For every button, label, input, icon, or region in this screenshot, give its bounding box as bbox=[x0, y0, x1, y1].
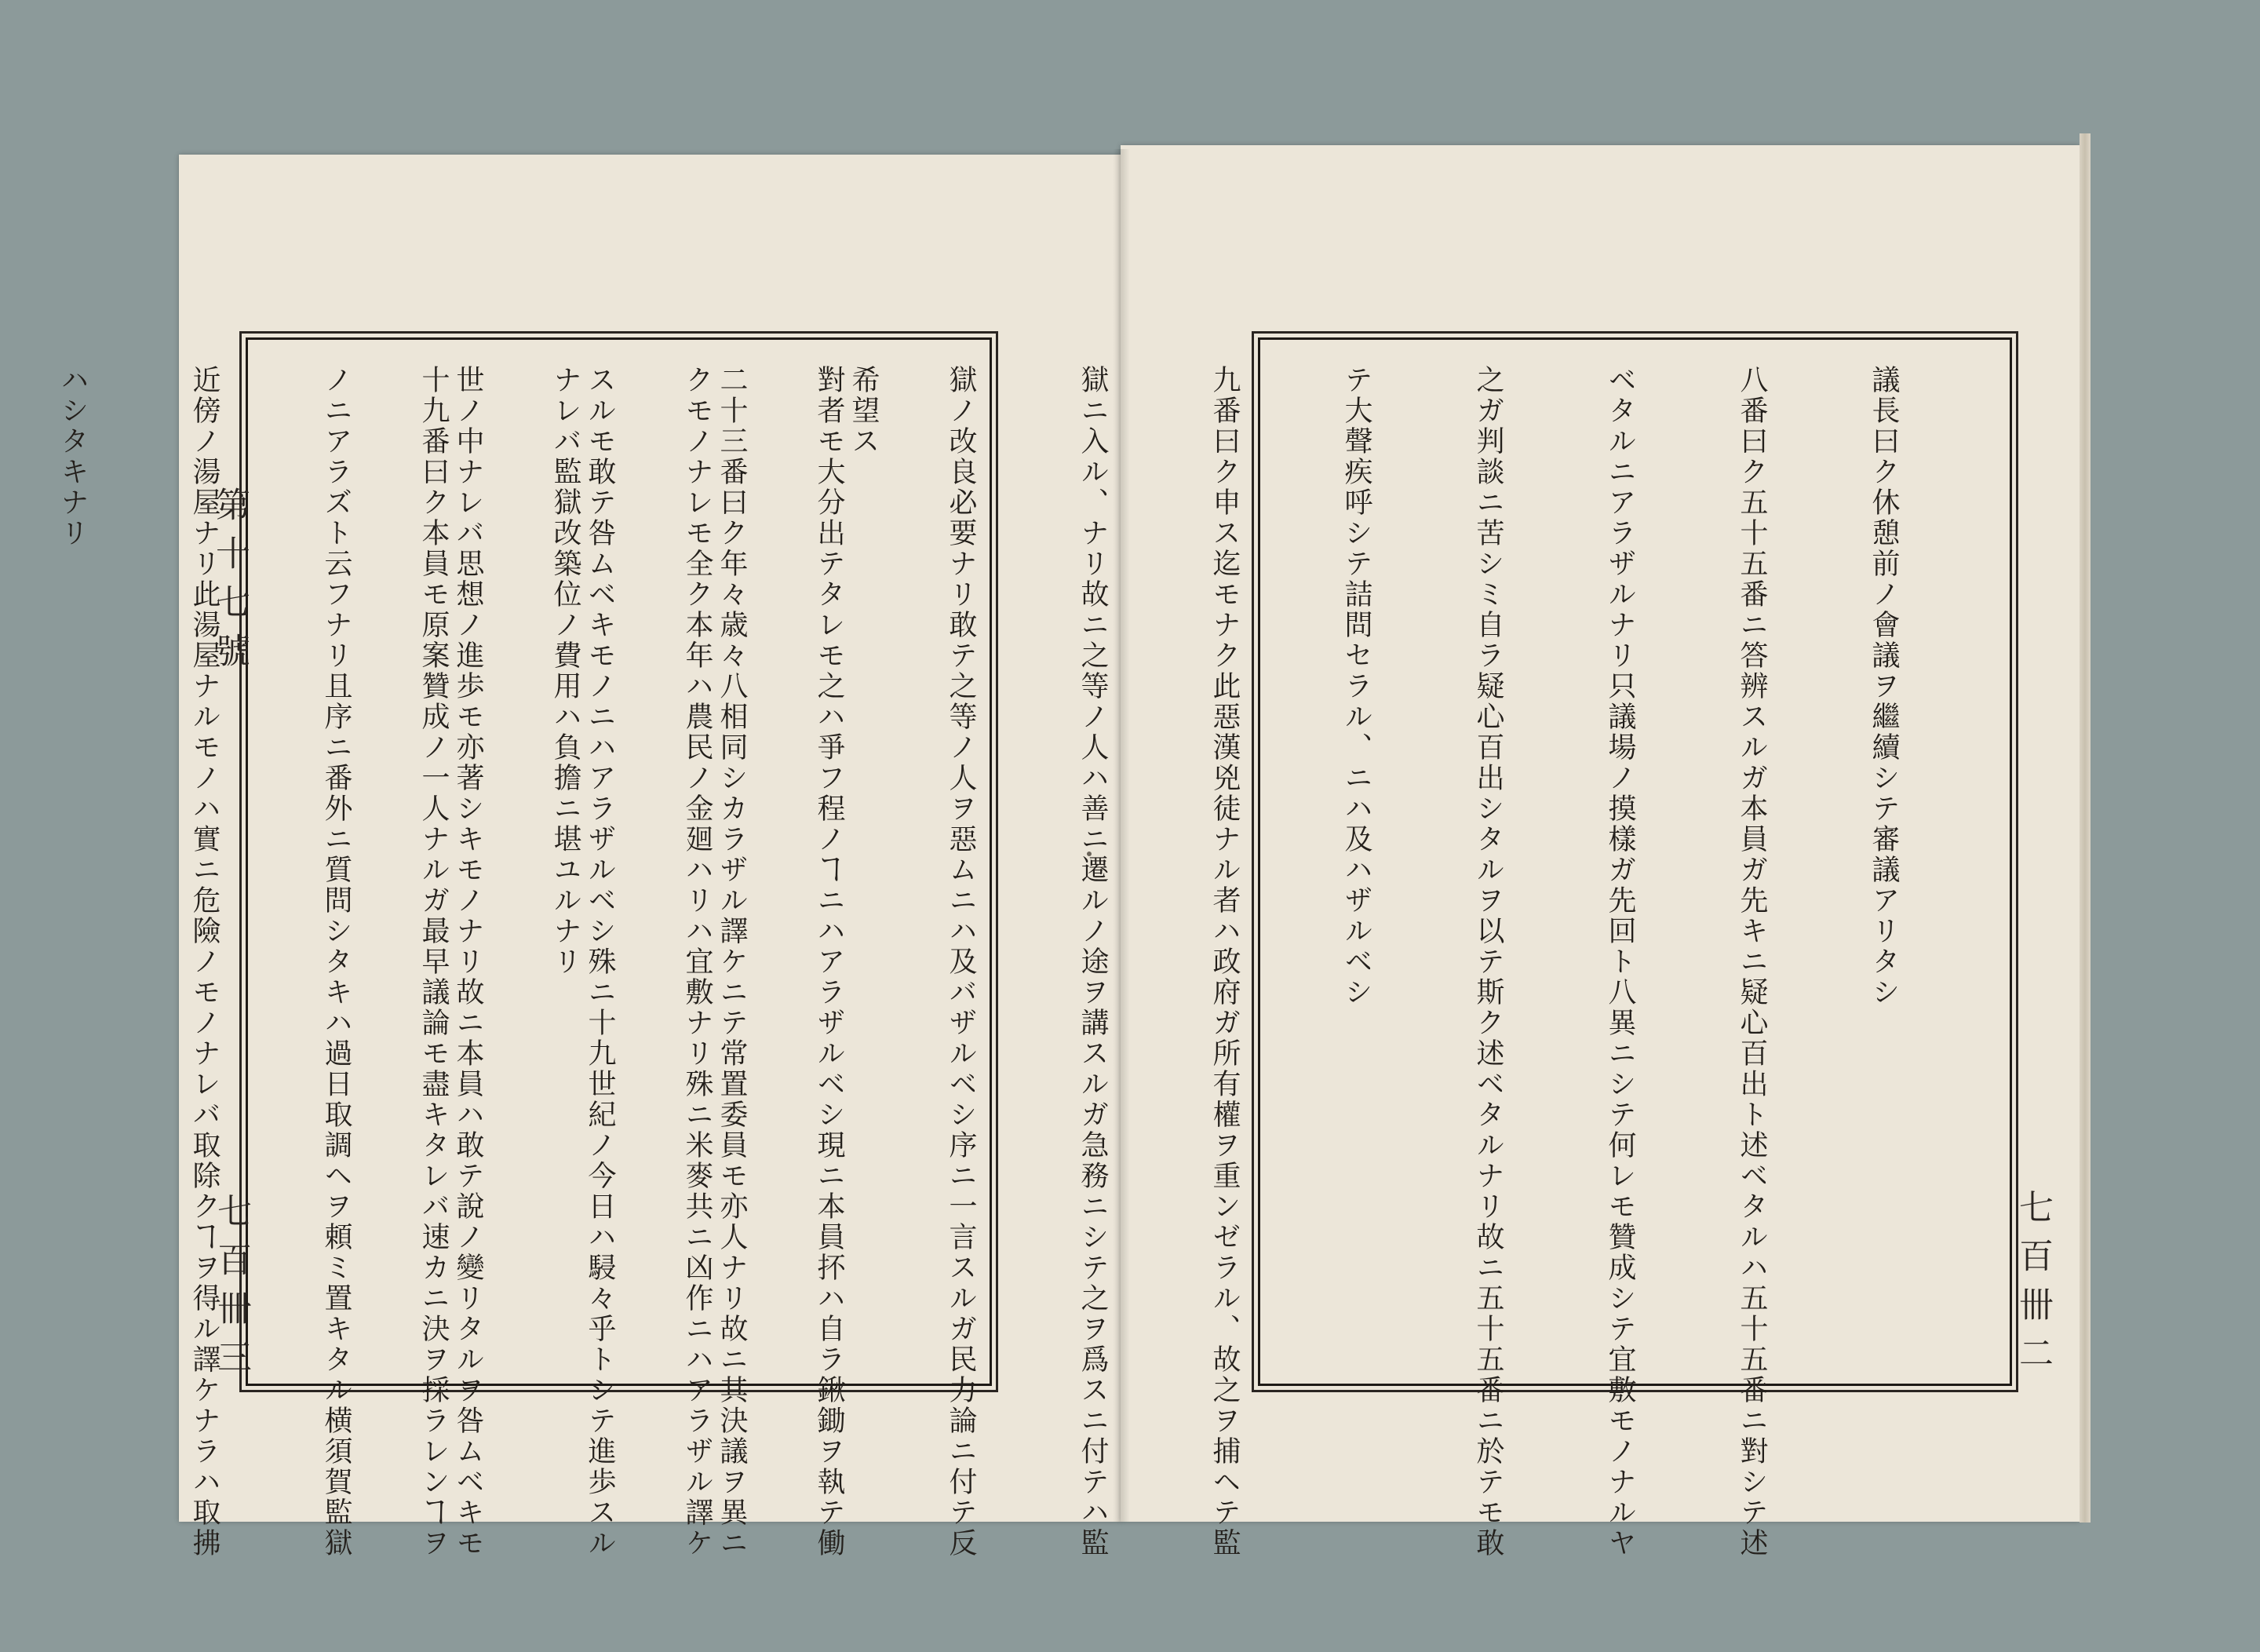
right-column: 之ガ判談ニ苦シミ自ラ疑心百出シタルヲ以テ斯ク述ベタルナリ故ニ五十五番ニ於テモ敢 bbox=[1472, 365, 1504, 1559]
right-column: 獄ニ入ル、ナリ故ニ之等ノ人ハ善ニ遷ルノ途ヲ講スルガ急務ニシテ之ヲ爲スニ付テハ監 bbox=[1077, 365, 1109, 1559]
right-column: ナレバ監獄改築位ノ費用ハ負擔ニ堪ユルナリ bbox=[549, 365, 581, 977]
right-column: ベタルニアラザルナリ只議場ノ摸樣ガ先回ト八異ニシテ何レモ贊成シテ宜敷モノナルヤ bbox=[1604, 365, 1636, 1559]
left-page-number: 七百卌三 bbox=[211, 1193, 251, 1388]
right-column: テ大聲疾呼シテ詰問セラル、ニハ及ハザルベシ bbox=[1340, 365, 1372, 1008]
page-stack-edge bbox=[2080, 133, 2090, 1523]
right-column: クモノナレモ全ク本年ハ農民ノ金廻ハリハ宜敷ナリ殊ニ米麥共ニ凶作ニハアラザル譯ケ bbox=[681, 365, 713, 1559]
right-column: 九番曰ク申ス迄モナク此惡漢兇徒ナル者ハ政府ガ所有權ヲ重ンゼラル、故之ヲ捕ヘテ監 bbox=[1208, 365, 1241, 1559]
left-column: ノニアラズト云フナリ且序ニ番外ニ質問シタキハ過日取調ヘヲ頼ミ置キタル横須賀監獄 bbox=[320, 365, 352, 1559]
right-page-number: 七百卌二 bbox=[2013, 1189, 2053, 1384]
right-column: 八番曰ク五十五番ニ答辨スルガ本員ガ先キニ疑心百出ト述ベタルハ五十五番ニ對シテ述 bbox=[1736, 365, 1768, 1559]
left-column: 世ノ中ナレバ思想ノ進歩モ亦著シキモノナリ故ニ本員ハ敢テ說ノ變リタルヲ咎ムベキモ bbox=[452, 365, 484, 1559]
left-column: スルモ敢テ咎ムベキモノニハアラザルベシ殊ニ十九世紀ノ今日ハ駸々乎トシテ進歩スル bbox=[584, 365, 616, 1559]
right-column: 議長曰ク休憩前ノ會議ヲ繼續シテ審議アリタシ bbox=[1868, 365, 1900, 1008]
right-column: 十九番曰ク本員モ原案贊成ノ一人ナルガ最早議論モ盡キタレバ速カニ決ヲ採ラレンヿヲ bbox=[417, 365, 450, 1559]
left-column: 二十三番曰ク年々歳々八相同シカラザル譯ケニテ常置委員モ亦人ナリ故ニ其決議ヲ異ニ bbox=[716, 365, 748, 1559]
right-column: 獄ノ改良必要ナリ敢テ之等ノ人ヲ惡ムニハ及バザルベシ序ニ一言スルガ民力論ニ付テ反 bbox=[945, 365, 977, 1559]
left-column: 近傍ノ湯屋ナリ此湯屋ナルモノハ實ニ危險ノモノナレバ取除クヿヲ得ル譯ケナラハ取拂 bbox=[188, 365, 221, 1559]
left-column: 希望ス bbox=[848, 365, 880, 457]
left-column: ハシタキナリ bbox=[56, 365, 89, 549]
right-column: 對者モ大分出テタレモ之ハ爭フ程ノヿニハアラザルベシ現ニ本員抔ハ自ラ鍬鋤ヲ執テ働 bbox=[813, 365, 845, 1559]
issue-number: 第十七號 bbox=[210, 487, 250, 681]
